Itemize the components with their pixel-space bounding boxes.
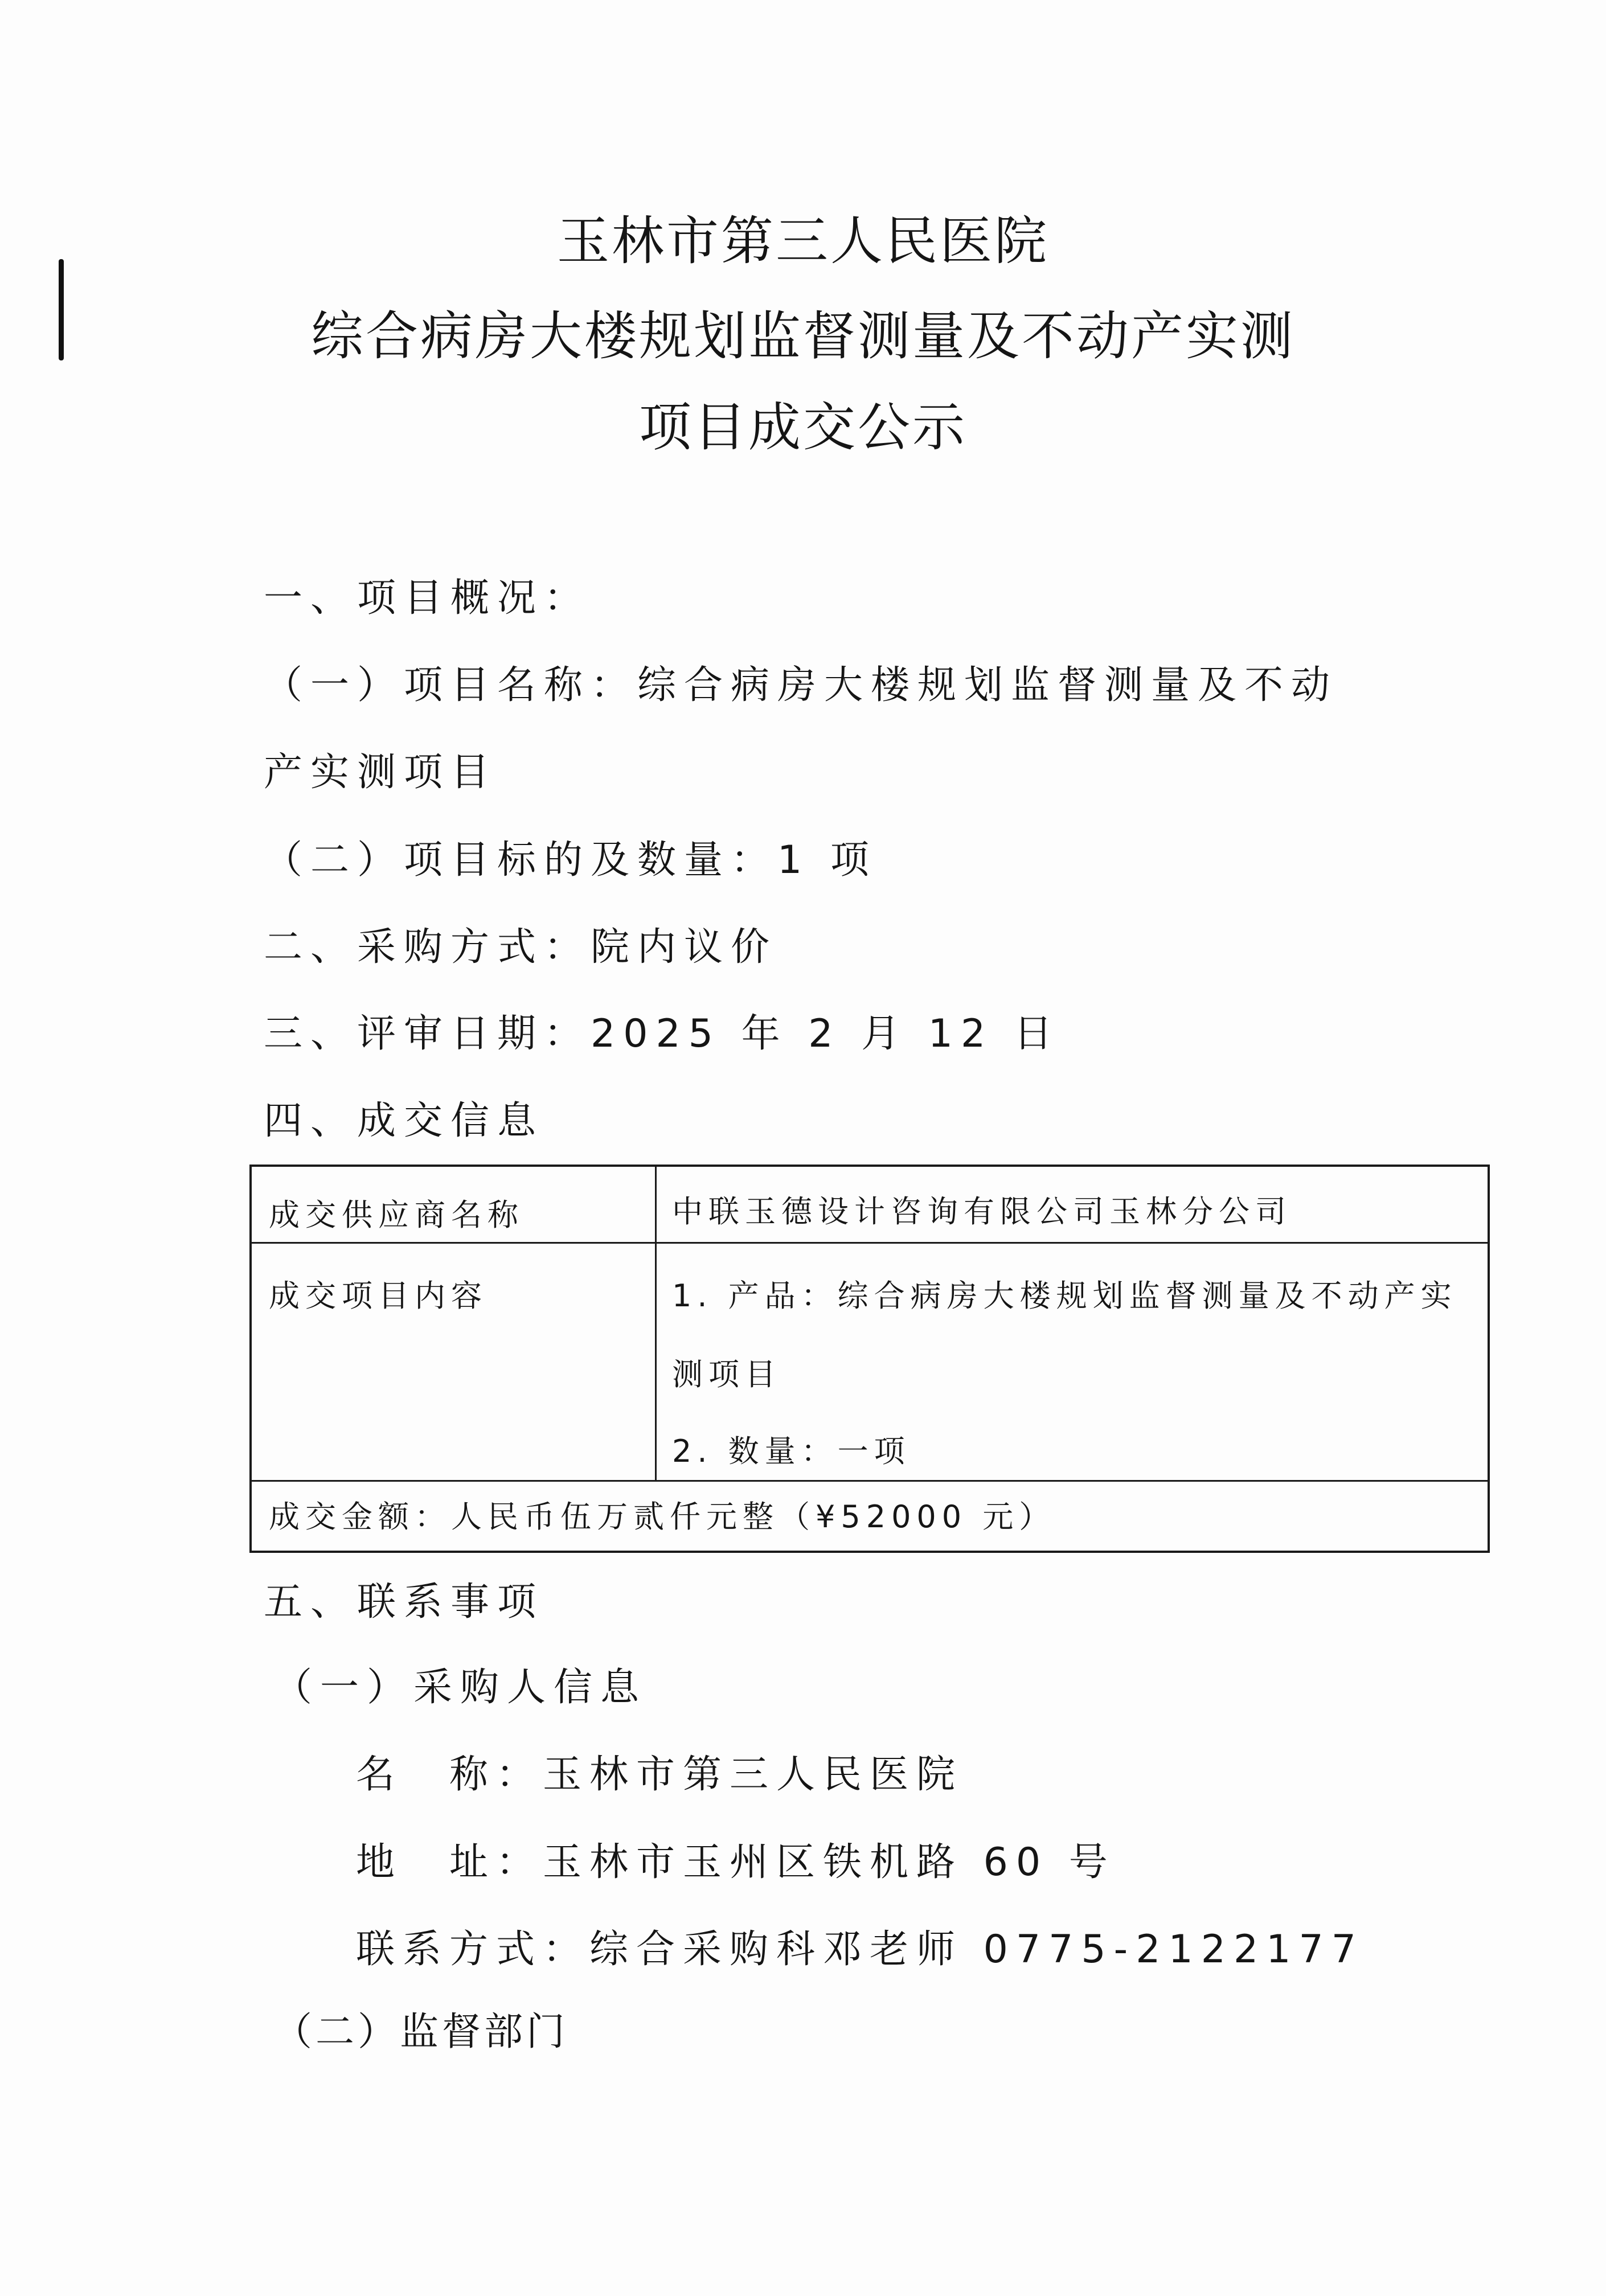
supplier-label: 成交供应商名称 xyxy=(269,1197,524,1233)
content-line-3: 2. 数量：一项 xyxy=(672,1433,911,1469)
table-column-divider xyxy=(655,1167,657,1480)
content-line-2: 测项目 xyxy=(672,1356,781,1392)
purchaser-contact: 联系方式：综合采购科邓老师 0775-2122177 xyxy=(356,1927,1365,1972)
title-hospital-name: 玉林市第三人民医院 xyxy=(556,211,1049,272)
section-1-heading: 一、项目概况： xyxy=(264,576,591,621)
title-announcement: 项目成交公示 xyxy=(638,397,967,458)
table-row-divider xyxy=(252,1480,1488,1482)
purchaser-name: 名 称：玉林市第三人民医院 xyxy=(356,1752,964,1797)
title-project-name: 综合病房大楼规划监督测量及不动产实测 xyxy=(310,306,1295,367)
table-row-divider xyxy=(252,1242,1488,1244)
section-4-heading: 四、成交信息 xyxy=(264,1098,544,1143)
section-5-heading: 五、联系事项 xyxy=(264,1580,544,1625)
deal-amount: 成交金额：人民币伍万贰仟元整（¥52000 元） xyxy=(269,1499,1056,1535)
deal-info-table xyxy=(249,1165,1490,1553)
content-line-1: 1. 产品：综合病房大楼规划监督测量及不动产实 xyxy=(672,1278,1457,1314)
supervision-dept-heading: （二）监督部门 xyxy=(273,2010,569,2055)
project-name-line-2: 产实测项目 xyxy=(264,750,498,795)
supplier-value: 中联玉德设计咨询有限公司玉林分公司 xyxy=(672,1194,1292,1229)
procurement-method: 二、采购方式：院内议价 xyxy=(264,925,778,970)
purchaser-address: 地 址：玉林市玉州区铁机路 60 号 xyxy=(356,1840,1116,1885)
review-date: 三、评审日期：2025 年 2 月 12 日 xyxy=(264,1011,1060,1056)
purchaser-info-heading: （一）采购人信息 xyxy=(273,1665,648,1710)
content-label: 成交项目内容 xyxy=(269,1278,487,1314)
project-quantity: （二）项目标的及数量：1 项 xyxy=(264,838,877,883)
project-name-line-1: （一）项目名称：综合病房大楼规划监督测量及不动 xyxy=(264,663,1338,708)
